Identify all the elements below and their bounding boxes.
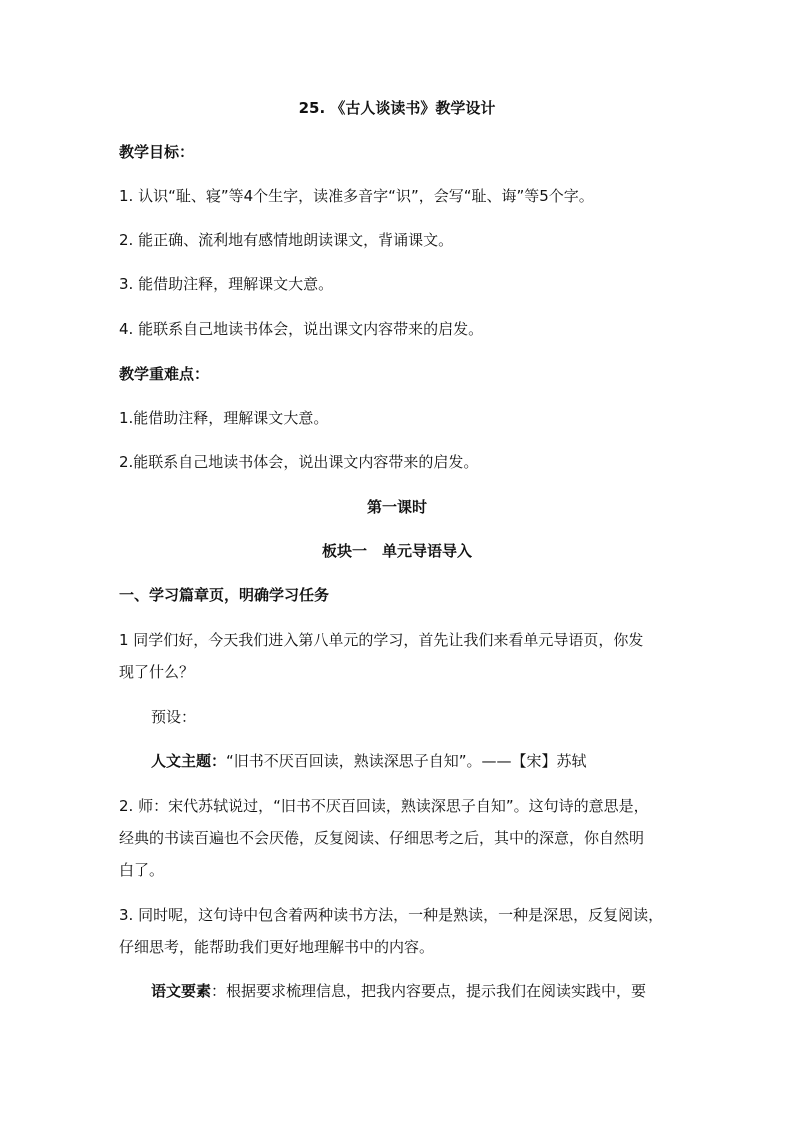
- paragraph-1-line-1: 1 同学们好，今天我们进入第八单元的学习，首先让我们来看单元导语页，你发: [119, 631, 644, 649]
- objectives-heading: 教学目标：: [119, 143, 195, 161]
- difficulty-item-1: 1.能借助注释，理解课文大意。: [119, 409, 329, 427]
- subsection-heading: 一、学习篇章页，明确学习任务: [119, 586, 330, 604]
- theme-label: 人文主题：: [151, 752, 227, 770]
- paragraph-3-line-1: 3. 同时呢，这句诗中包含着两种读书方法，一种是熟读，一种是深思，反复阅读，: [119, 906, 664, 924]
- paragraph-1-line-2: 现了什么？: [119, 663, 195, 681]
- difficulty-heading: 教学重难点：: [119, 365, 210, 383]
- paragraph-2-line-1: 2. 师：宋代苏轼说过，“旧书不厌百回读，熟读深思子自知”。这句诗的意思是，: [119, 797, 649, 815]
- preset-label: 预设：: [151, 708, 197, 726]
- document-title: 25. 《古人谈读书》教学设计: [298, 99, 496, 117]
- lesson-heading: 第一课时: [366, 498, 427, 516]
- element-text: ：根据要求梳理信息，把我内容要点，提示我们在阅读实践中，要: [211, 982, 647, 1000]
- paragraph-2-line-3: 白了。: [119, 861, 165, 879]
- paragraph-2-line-2: 经典的书读百遍也不会厌倦，反复阅读、仔细思考之后，其中的深意，你自然明: [119, 829, 645, 847]
- section-heading: 板块一 单元导语导入: [321, 542, 472, 560]
- objective-item-4: 4. 能联系自己地读书体会，说出课文内容带来的启发。: [119, 320, 484, 338]
- paragraph-3-line-2: 仔细思考，能帮助我们更好地理解书中的内容。: [119, 938, 435, 956]
- objective-item-2: 2. 能正确、流利地有感情地朗读课文，背诵课文。: [119, 231, 454, 249]
- element-label: 语文要素: [151, 982, 212, 1000]
- element-line: [151, 980, 711, 1002]
- theme-text: “旧书不厌百回读，熟读深思子自知”。——【宋】苏轼: [226, 752, 587, 770]
- objective-item-3: 3. 能借助注释，理解课文大意。: [119, 275, 334, 293]
- objective-item-1: 1. 认识“耻、寝”等4个生字，读准多音字“识”，会写“耻、诲”等5个字。: [119, 187, 594, 205]
- theme-line: [151, 750, 711, 772]
- difficulty-item-2: 2.能联系自己地读书体会，说出课文内容带来的启发。: [119, 453, 479, 471]
